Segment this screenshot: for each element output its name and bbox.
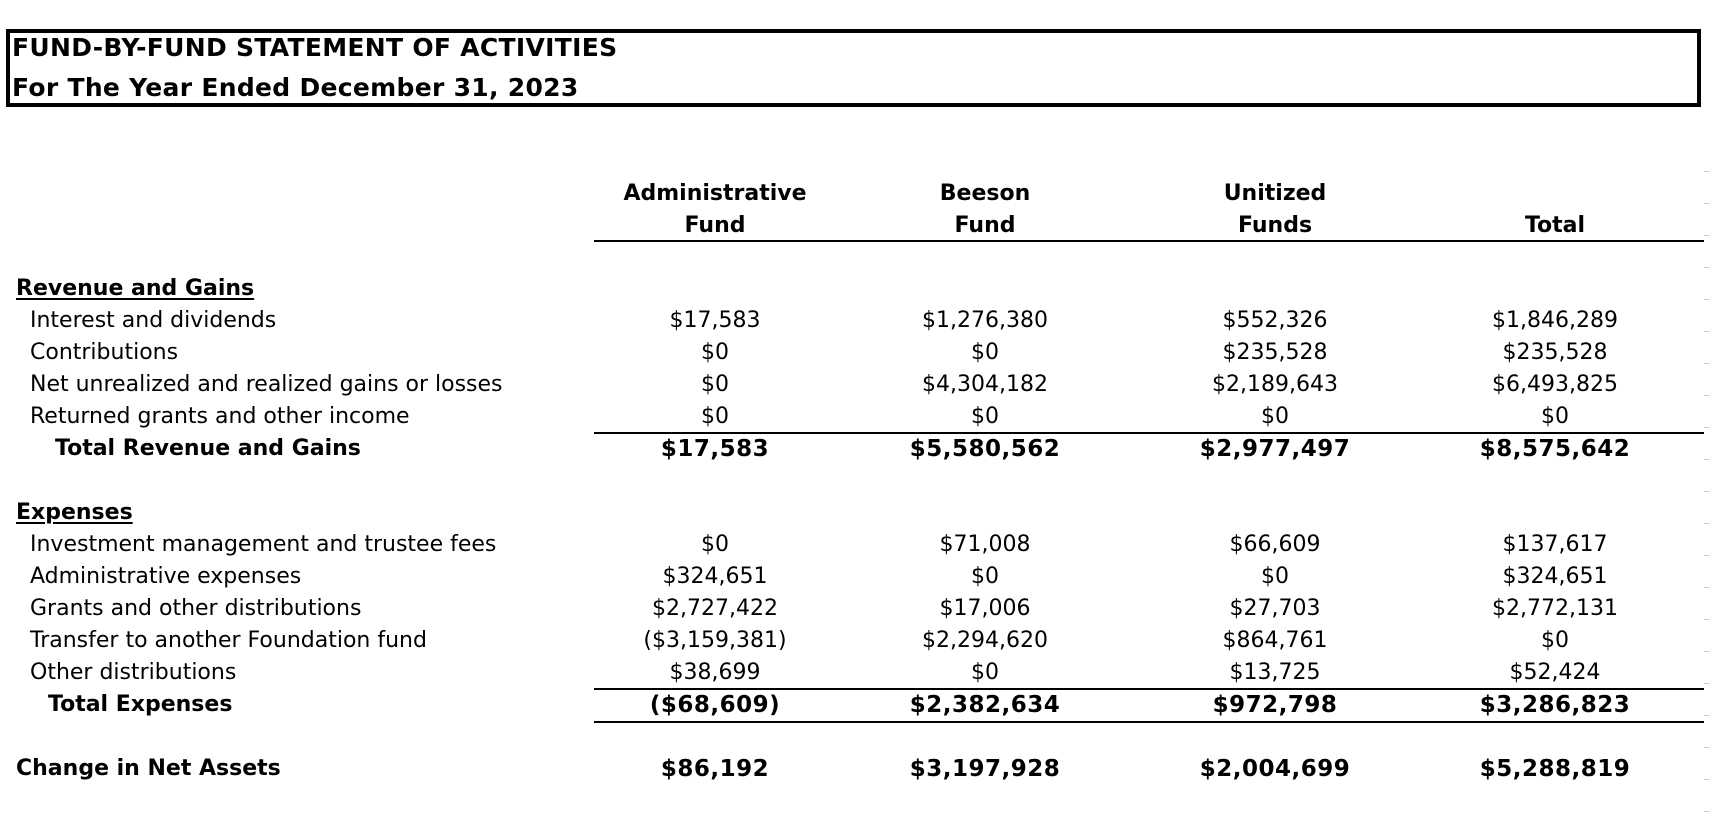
col-header-admin-line1: Administrative (623, 181, 807, 206)
cell-value: $0 (1261, 404, 1289, 429)
cell-value: $1,846,289 (1492, 308, 1618, 333)
cell-value: ($3,159,381) (643, 628, 787, 653)
row-label: Net unrealized and realized gains or losses (30, 372, 503, 397)
cell-value: $0 (701, 372, 729, 397)
cell-value: $0 (971, 660, 999, 685)
cell-value: $66,609 (1229, 532, 1321, 557)
section-heading-revenue: Revenue and Gains (16, 276, 255, 301)
statement-period: For The Year Ended December 31, 2023 (12, 73, 579, 102)
row-label: Administrative expenses (30, 564, 302, 589)
row-label: Interest and dividends (30, 308, 277, 333)
row-label: Grants and other distributions (30, 596, 362, 621)
cell-value: $235,528 (1502, 340, 1608, 365)
sheet-edge-gridlines (1704, 140, 1710, 824)
cell-value: $71,008 (939, 532, 1031, 557)
total-value: $17,583 (660, 436, 770, 462)
col-header-beeson-line1: Beeson (939, 181, 1031, 206)
net-assets-value: $5,288,819 (1479, 756, 1631, 782)
cell-value: $1,276,380 (922, 308, 1048, 333)
cell-value: $2,294,620 (922, 628, 1048, 653)
net-assets-label: Change in Net Assets (16, 756, 281, 781)
total-revenue-label: Total Revenue and Gains (55, 436, 361, 461)
cell-value: $2,772,131 (1492, 596, 1618, 621)
total-value: $2,977,497 (1199, 436, 1351, 462)
cell-value: $6,493,825 (1492, 372, 1618, 397)
cell-value: $0 (701, 404, 729, 429)
total-value: $972,798 (1212, 692, 1338, 718)
row-label: Contributions (30, 340, 179, 365)
row-label: Other distributions (30, 660, 237, 685)
section-heading-expenses: Expenses (16, 500, 133, 525)
cell-value: $235,528 (1222, 340, 1328, 365)
cell-value: $0 (701, 340, 729, 365)
col-header-admin-line2: Fund (684, 213, 746, 238)
total-value: $3,286,823 (1479, 692, 1631, 718)
row-label: Returned grants and other income (30, 404, 410, 429)
col-header-unitized-line1: Unitized (1223, 181, 1327, 206)
total-value: ($68,609) (649, 692, 781, 718)
cell-value: $0 (1261, 564, 1289, 589)
cell-value: $2,727,422 (652, 596, 778, 621)
row-label: Transfer to another Foundation fund (30, 628, 427, 653)
header-underline (594, 240, 1704, 242)
cell-value: $0 (1541, 628, 1569, 653)
col-header-beeson-line2: Fund (954, 213, 1016, 238)
row-label: Investment management and trustee fees (30, 532, 497, 557)
cell-value: $52,424 (1509, 660, 1601, 685)
total-value: $8,575,642 (1479, 436, 1631, 462)
cell-value: $2,189,643 (1212, 372, 1338, 397)
net-assets-value: $86,192 (660, 756, 770, 782)
cell-value: $0 (971, 564, 999, 589)
cell-value: $137,617 (1502, 532, 1608, 557)
cell-value: $0 (1541, 404, 1569, 429)
net-assets-value: $3,197,928 (909, 756, 1061, 782)
cell-value: $0 (971, 340, 999, 365)
cell-value: $27,703 (1229, 596, 1321, 621)
statement-title: FUND-BY-FUND STATEMENT OF ACTIVITIES (12, 33, 618, 62)
net-assets-value: $2,004,699 (1199, 756, 1351, 782)
cell-value: $17,583 (669, 308, 761, 333)
cell-value: $0 (971, 404, 999, 429)
total-value: $5,580,562 (909, 436, 1061, 462)
cell-value: $13,725 (1229, 660, 1321, 685)
cell-value: $17,006 (939, 596, 1031, 621)
cell-value: $38,699 (669, 660, 761, 685)
cell-value: $324,651 (662, 564, 768, 589)
col-header-total: Total (1524, 213, 1586, 238)
cell-value: $0 (701, 532, 729, 557)
col-header-unitized-line2: Funds (1237, 213, 1313, 238)
total-value: $2,382,634 (909, 692, 1061, 718)
cell-value: $4,304,182 (922, 372, 1048, 397)
cell-value: $552,326 (1222, 308, 1328, 333)
cell-value: $324,651 (1502, 564, 1608, 589)
total-expenses-label: Total Expenses (48, 692, 233, 717)
cell-value: $864,761 (1222, 628, 1328, 653)
expenses-total-underline (594, 721, 1704, 723)
